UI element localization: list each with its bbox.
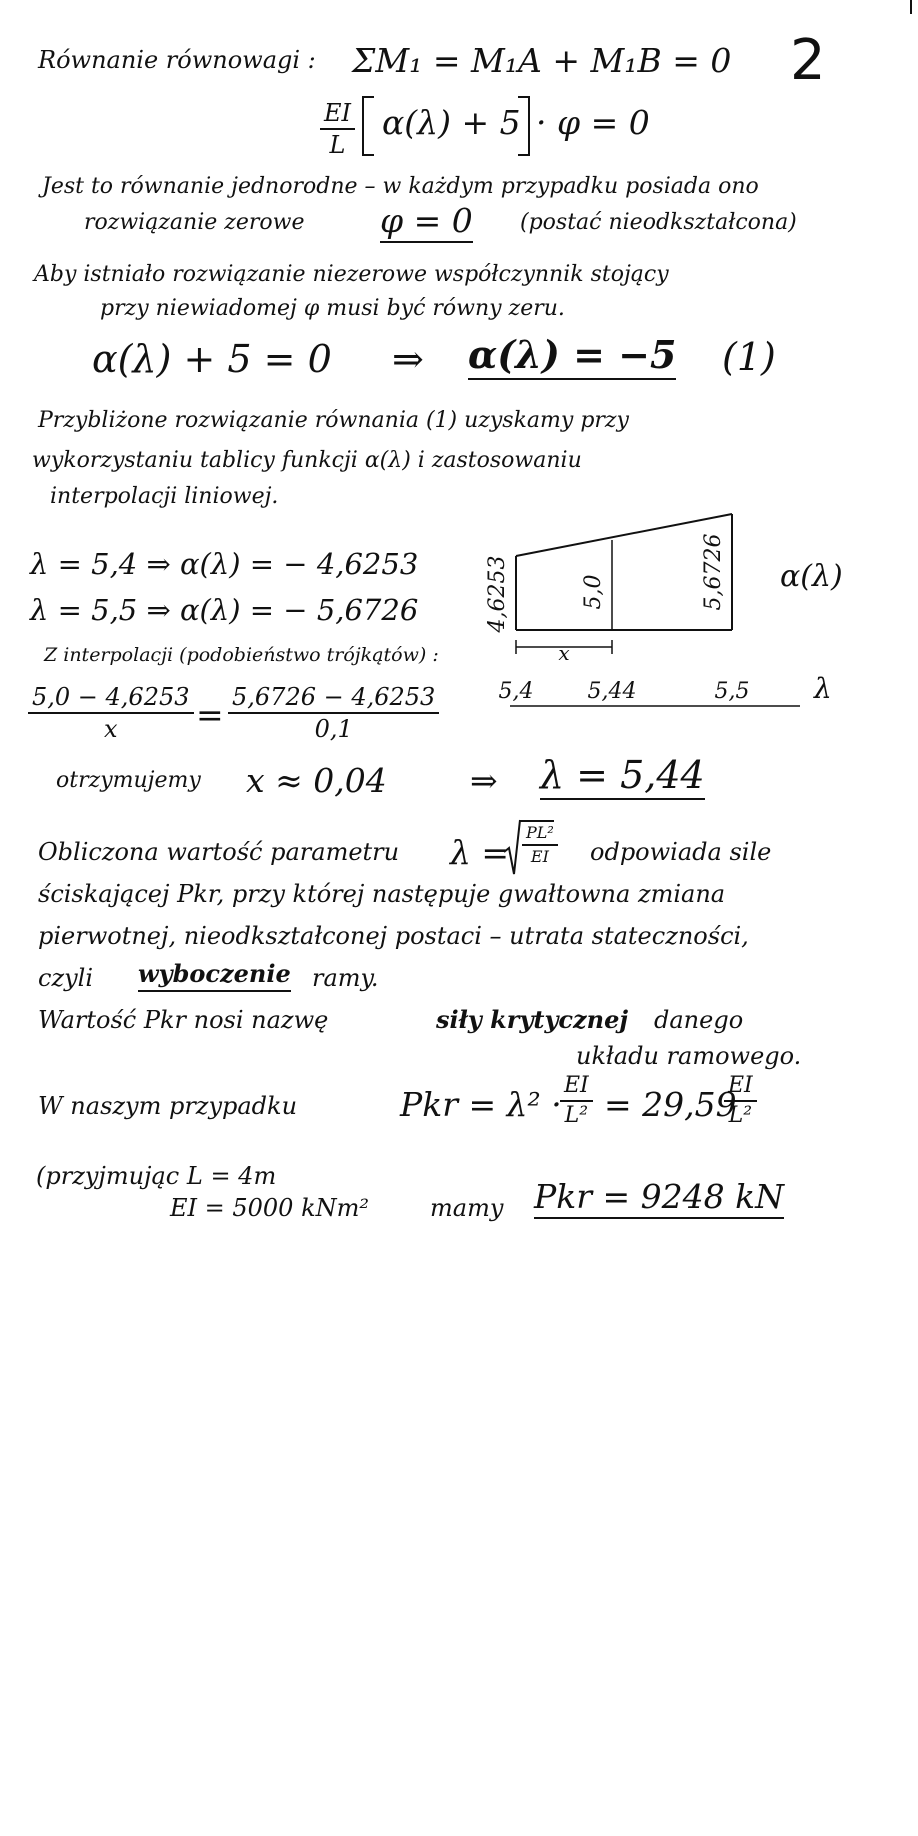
approx-line-2: wykorzystaniu tablicy funkcji α(λ) i zastosowaniu	[32, 448, 582, 473]
interp-left-denominator: x	[103, 715, 118, 744]
diagram-mid-value: 5,0	[581, 574, 606, 610]
equilibrium-sum: ΣM₁ = M₁A + M₁B = 0	[352, 41, 732, 80]
sqrt-overline	[520, 820, 554, 822]
explanation-line-1b: odpowiada sile	[590, 838, 772, 866]
pkr-fraction-1-numerator: EI	[560, 1074, 593, 1102]
table-row-2: λ = 5,5 ⇒ α(λ) = − 5,6726	[30, 593, 419, 627]
edge-mark	[910, 0, 912, 14]
interpolation-label: Z interpolacji (podobieństwo trójkątów) :	[44, 644, 439, 666]
condition-lhs: α(λ) + 5 = 0	[92, 337, 332, 381]
critical-force-term: siły krytycznej	[436, 1005, 629, 1034]
x-approximation: x ≈ 0,04	[246, 761, 387, 800]
pkr-fraction-1	[560, 1074, 593, 1128]
assumption-mamy: mamy	[430, 1194, 504, 1222]
pkr-final-value: Pkr = 9248 kN	[534, 1180, 784, 1219]
sqrt-fraction	[522, 824, 558, 865]
interp-right-numerator: 5,6726 − 4,6253	[228, 684, 439, 714]
interp-equals: =	[196, 695, 224, 734]
homogeneous-line-1: Jest to równanie jednorodne – w każdym przypadku posiada ono	[42, 174, 759, 199]
ei-over-l-fraction	[320, 100, 355, 159]
explanation-line-4a: czyli	[38, 964, 93, 992]
diagram-left-value: 4,6253	[485, 555, 510, 633]
diagram-top-line	[516, 514, 732, 556]
lambda-axis-label: λ	[814, 672, 832, 705]
result-label: otrzymujemy	[56, 768, 201, 793]
approx-line-3: interpolacji liniowej.	[50, 484, 279, 509]
homogeneous-line-2b: (postać nieodkształcona)	[520, 210, 797, 235]
table-row-1: λ = 5,4 ⇒ α(λ) = − 4,6253	[30, 547, 419, 581]
x-dimension-label: x	[558, 641, 570, 665]
explanation-line-1a: Obliczona wartość parametru	[38, 838, 400, 866]
diagram-right-value: 5,6726	[701, 533, 726, 611]
interp-left-numerator: 5,0 − 4,6253	[28, 684, 194, 714]
left-bracket	[362, 96, 374, 156]
nonzero-line-2: przy niewiadomej φ musi być równy zeru.	[100, 296, 565, 321]
lambda-result: λ = 5,44	[540, 756, 705, 800]
diagram-function-label: α(λ)	[780, 559, 843, 594]
tick-label-5-5: 5,5	[714, 679, 750, 704]
explanation-line-5a: Wartość Pkr nosi nazwę	[38, 1006, 329, 1034]
sqrt-sign	[502, 818, 522, 878]
interpolation-diagram	[470, 500, 850, 720]
equilibrium-label: Równanie równowagi :	[38, 46, 316, 74]
approx-line-1: Przybliżone rozwiązanie równania (1) uzyskamy przy	[38, 408, 629, 433]
interp-right-fraction	[228, 684, 439, 743]
pkr-fraction-2-denominator: L²	[728, 1103, 753, 1129]
explanation-line-4c: ramy.	[312, 964, 379, 992]
homogeneous-line-2a: rozwiązanie zerowe	[84, 210, 305, 235]
sqrt-expression	[502, 818, 554, 878]
pkr-fraction-2-numerator: EI	[724, 1074, 757, 1102]
assumption-line-2: EI = 5000 kNm²	[170, 1194, 369, 1222]
right-bracket	[518, 96, 530, 156]
result-arrow: ⇒	[470, 761, 498, 800]
explanation-line-3: pierwotnej, nieodkształconej postaci – utrata stateczności,	[38, 922, 749, 950]
equation-tail: · φ = 0	[536, 103, 650, 142]
equation-reference: (1)	[722, 335, 776, 379]
tick-label-5-44: 5,44	[587, 679, 637, 704]
sqrt-sign-stroke	[504, 820, 520, 874]
pkr-fraction-1-denominator: L²	[564, 1103, 589, 1129]
page-number: 2	[790, 28, 826, 93]
l-denominator: L	[329, 131, 346, 160]
pkr-formula-lhs: Pkr = λ² ·	[400, 1085, 562, 1124]
explanation-line-5c: danego	[654, 1006, 744, 1034]
interp-right-denominator: 0,1	[314, 715, 353, 744]
phi-zero: φ = 0	[380, 204, 473, 243]
buckling-term: wyboczenie	[138, 962, 291, 992]
pkr-coefficient: = 29,59	[604, 1085, 737, 1124]
sqrt-denominator: EI	[530, 846, 549, 866]
explanation-line-2: ściskającej Pkr, przy której następuje gwałtowna zmiana	[38, 880, 726, 908]
condition-arrow: ⇒	[392, 337, 424, 381]
lambda-definition-prefix: λ =	[450, 833, 510, 872]
ei-numerator: EI	[320, 100, 355, 130]
interp-left-fraction	[28, 684, 194, 743]
nonzero-line-1: Aby istniało rozwiązanie niezerowe współczynnik stojący	[34, 262, 669, 287]
sqrt-numerator: PL²	[522, 824, 558, 846]
case-label: W naszym przypadku	[38, 1092, 298, 1120]
assumption-line-1: (przyjmując L = 4m	[36, 1162, 277, 1190]
pkr-fraction-2	[724, 1074, 757, 1128]
condition-result: α(λ) = −5	[468, 336, 676, 380]
explanation-line-6: układu ramowego.	[576, 1042, 802, 1070]
tick-label-5-4: 5,4	[498, 679, 534, 704]
bracket-expression: α(λ) + 5	[382, 103, 521, 142]
